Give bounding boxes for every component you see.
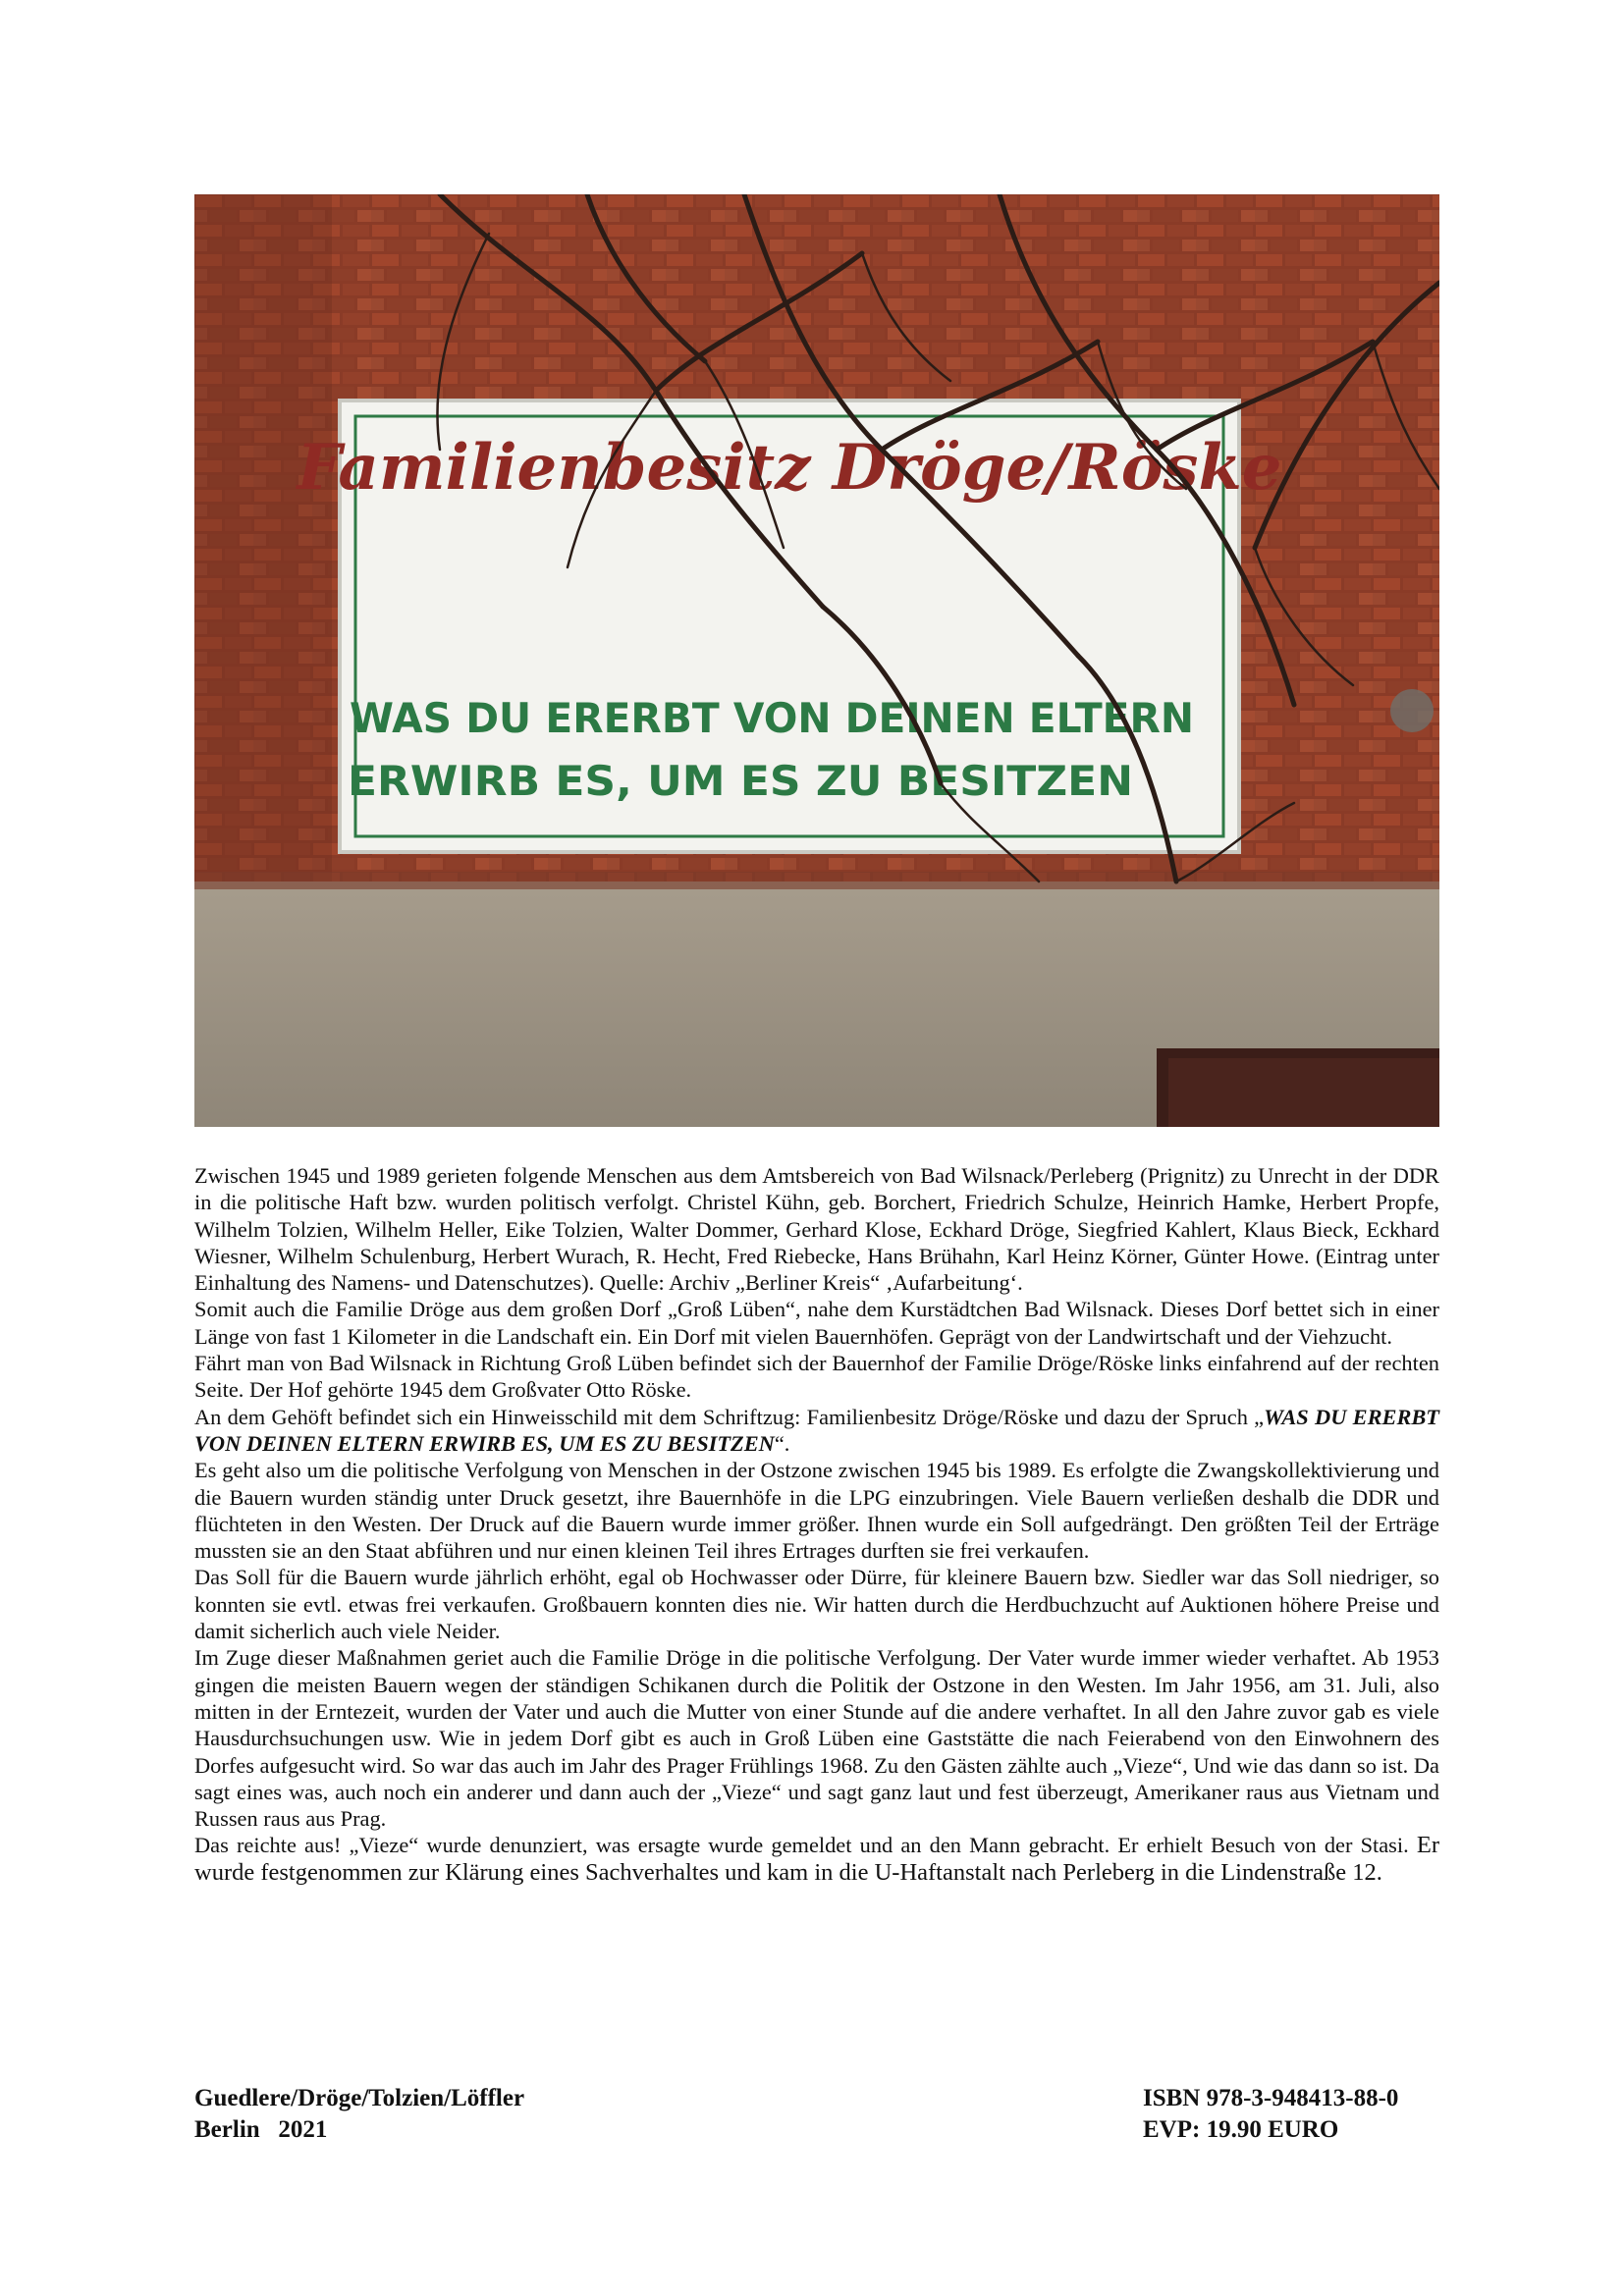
authors: Guedlere/Dröge/Tolzien/Löffler: [194, 2085, 525, 2111]
paragraph-6: Das Soll für die Bauern wurde jährlich erhöht, egal ob Hochwasser oder Dürre, für kleinere Bauern bzw. Siedler war das Soll niedriger, so konnten sie evtl. etwas frei verkaufen. Großbauern konnten dies nie. Wir hatten durch die Herdbuchzucht auf Auktionen höhere Preise und damit sicherlich auch viele Neider.: [194, 1565, 1439, 1644]
sign-line-1: WAS DU ERERBT VON DEINEN ELTERN: [350, 694, 1194, 742]
paragraph-2: Somit auch die Familie Dröge aus dem großen Dorf „Groß Lüben“, nahe dem Kurstädtchen Bad Wilsnack. Dieses Dorf bettet sich in einer Länge von fast 1 Kilometer in die Landschaft ein. Ein Dorf mit vielen Bauernhöfen. Geprägt von der Landwirtschaft und der Viehzucht.: [194, 1297, 1439, 1349]
motto-quote: WAS DU ERERBT VON DEINEN ELTERN ERWIRB ES, UM ES ZU BESITZEN: [194, 1404, 1439, 1456]
paragraph-3: Fährt man von Bad Wilsnack in Richtung Groß Lüben befindet sich der Bauernhof der Familie Dröge/Röske links einfahrend auf der rechten Seite. Der Hof gehörte 1945 dem Großvater Otto Röske.: [194, 1351, 1439, 1403]
paragraph-8: [194, 1832, 1439, 1886]
paragraph-7: Im Zuge dieser Maßnahmen geriet auch die Familie Dröge in die politische Verfolgung. Der Vater wurde immer wieder verhaftet. Ab 1953 gingen die meisten Bauern wegen der ständigen Schikanen durch die Politik der Ostzone in den Westen. Im Jahr 1956, am 31. Juli, also mitten in der Erntezeit, wurden der Vater und auch die Mutter von einer Stunde auf die andere verhaftet. In all den Jahre zuvor gab es viele Hausdurchsuchungen usw. Wie in jedem Dorf gibt es auch in Groß Lüben eine Gaststätte die nach Feierabend von den Einwohnern des Dorfes aufgesucht wird. So war das auch im Jahr des Prager Frühlings 1968. Zu den Gästen zählte auch „Vieze“, Und wie das dann so ist. Da sagt eines was, auch noch ein anderer und dann auch der „Vieze“ und sagt ganz laut und fest überzeugt, Amerikaner raus aus Vietnam und Russen raus aus Prag.: [194, 1645, 1439, 1832]
paragraph-4-intro: An dem Gehöft befindet sich ein Hinweisschild mit dem Schriftzug: Familienbesitz Dröge/Röske und dazu der Spruch „: [194, 1404, 1265, 1429]
body-text: [194, 1162, 1439, 1886]
paragraph-4-close: “.: [774, 1430, 790, 1456]
price: EVP: 19.90 EURO: [1143, 2116, 1339, 2143]
sign-line-2: ERWIRB ES, UM ES ZU BESITZEN: [348, 757, 1133, 805]
paragraph-4: [194, 1404, 1439, 1458]
paragraph-8-start: Das reichte aus! „Vieze“ wurde denunziert, was ersagte wurde gemeldet und an den Mann gebracht. Er erhielt Besuch von der Stasi.: [194, 1833, 1417, 1858]
cover-photo: [194, 194, 1439, 1127]
footer-right: [1143, 2083, 1437, 2146]
sign-title: Familienbesitz Dröge/Röske: [297, 431, 1282, 505]
footer-left: [194, 2083, 524, 2146]
paragraph-5: Es geht also um die politische Verfolgung von Menschen in der Ostzone zwischen 1945 bis 1989. Es erfolgte die Zwangskollektivierung und die Bauern wurden ständig unter Druck gesetzt, ihre Bauernhöfe in die LPG einzubringen. Viele Bauern verließen deshalb die DDR und flüchteten in den Westen. Der Druck auf die Bauern wurde immer größer. Ihnen wurde ein Soll aufgedrängt. Den größten Teil der Erträge mussten sie an den Staat abführen und nur einen kleinen Teil ihres Ertrages durften sie frei verkaufen.: [194, 1458, 1439, 1564]
isbn: ISBN 978-3-948413-88-0: [1143, 2085, 1399, 2111]
paragraph-8-end: Er wurde festgenommen zur Klärung eines Sachverhaltes und kam in die U-Haftanstalt nach Perleberg in die Lindenstraße 12.: [194, 1832, 1439, 1886]
paragraph-1: Zwischen 1945 und 1989 gerieten folgende Menschen aus dem Amtsbereich von Bad Wilsnack/Perleberg (Prignitz) zu Unrecht in der DDR in die politische Haft bzw. wurden politisch verfolgt. Christel Kühn, geb. Borchert, Friedrich Schulze, Heinrich Hamke, Herbert Propfe, Wilhelm Tolzien, Wilhelm Heller, Eike Tolzien, Walter Dommer, Gerhard Klose, Eckhard Dröge, Siegfried Kahlert, Klaus Bieck, Eckhard Wiesner, Wilhelm Schulenburg, Herbert Wurach, R. Hecht, Fred Riebecke, Hans Brühahn, Karl Heinz Körner, Günter Howe. (Eintrag unter Einhaltung des Namens- und Datenschutzes). Quelle: Archiv „Berliner Kreis“ ‚Aufarbeitung‘.: [194, 1163, 1439, 1296]
place-year: Berlin 2021: [194, 2116, 328, 2143]
